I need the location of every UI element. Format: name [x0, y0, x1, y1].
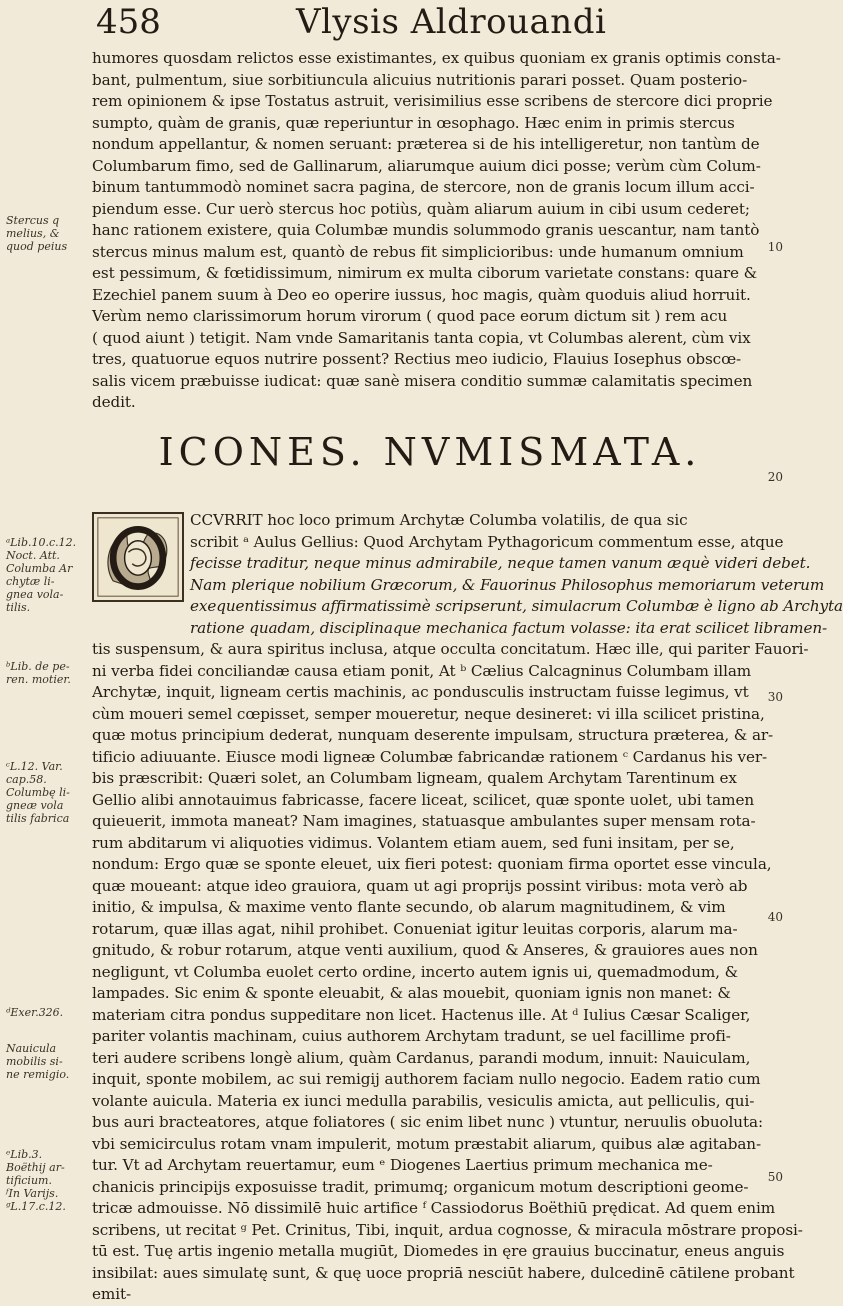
- text-line: dedit.: [92, 393, 136, 411]
- text-line: binum tantummodò nominet sacra pagina, de stercore, non de granis locum illum acci-: [92, 178, 755, 196]
- text-line: negligunt, vt Columba euolet certo ordine, incerto autem ignis ui, quemadmodum, &: [92, 962, 739, 981]
- margin-note-line: ᶠIn Varijs.: [6, 1187, 59, 1200]
- margin-note-line: tilis fabrica: [6, 812, 70, 825]
- margin-note-diogenes: [6, 1148, 88, 1213]
- text-line: ratione quadam, disciplinaque mechanica factum volasse: ita erat scilicet libramen-: [190, 618, 828, 637]
- line-number: 50: [767, 1170, 783, 1184]
- text-line: rotarum, quæ illas agat, nihil prohibet. Conueniat igitur leuitas corporis, alarum ma-: [92, 919, 738, 938]
- text-line: CCVRRIT hoc loco primum Archytæ Columba volatilis, de qua sic: [190, 511, 688, 529]
- line-number: 40: [767, 910, 783, 924]
- text-line: tres, quatuorue equos nutrire possent? Rectius meo iudicio, Flauius Iosephus obscœ-: [92, 350, 742, 368]
- text-line: tis suspensum, & aura spiritus inclusa, atque occulta concitatum. Hæc ille, qui pariter Fauori-: [92, 640, 809, 658]
- margin-note-line: ᵉLib.3.: [6, 1148, 43, 1161]
- margin-note-line: Boëthij ar-: [6, 1161, 65, 1174]
- margin-note-line: ᵇLib. de pe-: [6, 660, 70, 673]
- text-line: tur. Vt ad Archytam reuertamur, eum ᵉ Diogenes Laertius primum mechanica me-: [92, 1156, 713, 1174]
- text-line: est pessimum, & fœtidissimum, nimirum ex multa ciborum varietate constans: quare &: [92, 264, 758, 282]
- text-line: Ezechiel panem suum à Deo eo operire iussus, hoc magis, quàm quoduis aliud horruit.: [92, 285, 751, 304]
- margin-note-line: Columba Ar: [6, 562, 73, 575]
- text-line: chanicis principijs exposuisse tradit, primumq; organicum motum descriptioni geome-: [92, 1177, 749, 1196]
- text-line: nondum: Ergo quæ se sponte eleuet, uix fieri potest: quoniam firma oportet esse vincula,: [92, 855, 772, 873]
- text-line: teri audere scribens longè alium, quàm Cardanus, parandi modum, innuit: Nauiculam,: [92, 1048, 751, 1067]
- text-line: Gellio alibi annotauimus fabricasse, facere liceat, scilicet, quæ sponte uolet, ubi tamen: [92, 790, 755, 809]
- margin-note-line: ᶜL.12. Var.: [6, 760, 63, 773]
- running-head: Vlysis Aldrouandi: [296, 2, 607, 42]
- margin-note-nauicula: [6, 1042, 88, 1081]
- margin-note-line: ne remigio.: [6, 1068, 70, 1081]
- text-line: Nam plerique nobilium Græcorum, & Fauorinus Philosophus memoriarum veterum: [190, 575, 825, 594]
- text-line: salis vicem præbuisse iudicat: quæ sanè misera conditio summæ calamitatis specimen: [92, 371, 753, 390]
- text-line: vbi semicirculus rotam vnam impulerit, motum præstabit aliarum, quibus alæ agitaban-: [92, 1134, 762, 1153]
- text-line: sumpto, quàm de granis, quæ reperiuntur in œsophago. Hæc enim in primis stercus: [92, 113, 735, 132]
- text-line: materiam citra pondus suppeditare non licet. Hactenus ille. At ᵈ Iulius Cæsar Scaliger,: [92, 1005, 751, 1024]
- text-line: scribens, ut recitat ᵍ Pet. Crinitus, Tibi, inquit, ardua cognosse, & miracula mōstrare proposi-: [92, 1220, 803, 1239]
- text-line: hanc rationem existere, quia Columbæ mundis solummodo granis uescantur, nam tantò: [92, 221, 760, 239]
- text-line: bus auri bracteatores, atque foliatores ( sic enim libet nunc ) vtuntur, neruulis obuoluta:: [92, 1113, 763, 1131]
- text-line: tū est. Tuę artis ingenio metalla mugiūt, Diomedes in ęre grauius buccinatur, eneus anguis: [92, 1242, 785, 1260]
- line-number: 10: [767, 240, 783, 254]
- margin-note-line: tificium.: [6, 1174, 52, 1187]
- margin-note-line: Stercus q: [6, 214, 60, 227]
- margin-note-line: chytæ li-: [6, 575, 55, 588]
- text-line: Verùm nemo clarissimorum horum virorum ( quod pace eorum dictum sit ) rem acu: [92, 307, 728, 325]
- text-line: quæ moueant: atque ideo grauiora, quam ut agi proprijs possint viribus: mota verò ab: [92, 876, 748, 895]
- text-line: quæ motus principium dederat, nunquam deserente impulsam, structura præterea, & ar-: [92, 726, 774, 744]
- text-line: ni verba fidei conciliandæ causa etiam ponit, At ᵇ Cælius Calcagninus Columbam illam: [92, 661, 752, 680]
- text-line: inquit, sponte mobilem, ac sui remigij authorem faciam nullo negocio. Eadem ratio cum: [92, 1070, 761, 1088]
- margin-note-line: Nauicula: [6, 1042, 57, 1055]
- text-line: initio, & impulsa, & maxime vento flante secundo, ob alarum magnitudinem, & vim: [92, 898, 726, 916]
- margin-note-line: Columbę li-: [6, 786, 70, 799]
- text-line: humores quosdam relictos esse existimantes, ex quibus quoniam ex granis optimis consta-: [92, 49, 781, 67]
- section-title: ICONES. NVMISMATA.: [158, 430, 702, 474]
- text-line: Columbarum fimo, sed de Gallinarum, aliarumque auium dici posse; verùm cùm Colum-: [92, 156, 761, 175]
- margin-note-line: gnea vola-: [6, 588, 64, 601]
- text-line: rum abditarum vi aliquoties vidimus. Volantem etiam auem, sed funi insitam, per se,: [92, 833, 735, 852]
- margin-note-line: Noct. Att.: [6, 549, 60, 562]
- text-line: stercus minus malum est, quantò de rebus fit simplicioribus: unde humanum omnium: [92, 242, 744, 261]
- text-line: fecisse traditur, neque minus admirabile, neque tamen vanum æquè videri debet.: [190, 554, 811, 572]
- text-line: ( quod aiunt ) tetigit. Nam vnde Samaritanis tanta copia, vt Columbas alerent, cùm vix: [92, 328, 751, 347]
- text-line: exequentissimus affirmatissimè scripserunt, simulacrum Columbæ è ligno ab Archyta: [190, 597, 843, 615]
- text-line: Archytæ, inquit, ligneam certis machinis, ac pondusculis instructam fuisse legimus, vt: [92, 683, 749, 701]
- margin-note-line: gneæ vola: [6, 799, 64, 812]
- text-line: quieuerit, immota maneat? Nam imagines, statuasque ambulantes super mensam rota-: [92, 812, 756, 830]
- margin-note-scaliger: [6, 1006, 88, 1019]
- margin-note-line: ᵈExer.326.: [6, 1006, 64, 1019]
- page-header: [96, 2, 776, 48]
- margin-note-line: melius, &: [6, 227, 60, 240]
- text-line: scribit ᵃ Aulus Gellius: Quod Archytam Pythagoricum commentum esse, atque: [190, 532, 784, 551]
- margin-note-stercus: [6, 214, 88, 253]
- text-line: emit-: [92, 1285, 131, 1303]
- line-number: 30: [767, 690, 783, 704]
- line-number: 20: [767, 470, 783, 484]
- margin-note-line: ᵍL.17.c.12.: [6, 1200, 66, 1213]
- text-line: tricæ admouisse. Nō dissimilē huic artifice ᶠ Cassiodorus Boëthiū prędicat. Ad quem enim: [92, 1199, 776, 1217]
- text-line: pariter volantis machinam, cuius authorem Archytam tradunt, se uel facillime profi-: [92, 1027, 731, 1045]
- text-line: volante auicula. Materia ex iunci medulla parabilis, vesiculis amicta, aut pelliculis, qui-: [92, 1091, 755, 1110]
- margin-note-line: ᵃLib.10.c.12.: [6, 536, 77, 549]
- margin-note-line: tilis.: [6, 601, 31, 614]
- text-line: bant, pulmentum, siue sorbitiuncula alicuius nutritionis parari posset. Quam posterio-: [92, 70, 748, 89]
- text-line: tificio adiuuante. Eiusce modi ligneæ Columbæ fabricandæ rationem ᶜ Cardanus his ver-: [92, 747, 768, 766]
- margin-note-line: mobilis si-: [6, 1055, 63, 1068]
- margin-note-line: quod peius: [6, 240, 68, 253]
- page-number: 458: [96, 2, 161, 42]
- text-line: cùm moueri semel cœpisset, semper moueretur, neque desineret: vi illa scilicet pristina,: [92, 704, 765, 723]
- margin-note-line: cap.58.: [6, 773, 47, 786]
- text-line: piendum esse. Cur uerò stercus hoc potiùs, quàm aliarum auium in cibi usum cederet;: [92, 199, 750, 218]
- text-line: gnitudo, & robur rotarum, atque venti auxilium, quod & Anseres, & grauiores aues non: [92, 941, 758, 959]
- margin-note-calcagninus: [6, 660, 88, 686]
- text-line: insibilat: aues simulatę sunt, & quę uoce propriā nesciūt habere, dulcedinē cātilene probant: [92, 1263, 795, 1282]
- text-line: rem opinionem & ipse Tostatus astruit, verisimilius esse scribens de stercore dici proprie: [92, 92, 773, 110]
- margin-note-line: ren. motier.: [6, 673, 71, 686]
- text-line: lampades. Sic enim & sponte eleuabit, & alas mouebit, quoniam ignis non manet: &: [92, 984, 731, 1002]
- text-line: bis præscribit: Quæri solet, an Columbam ligneam, qualem Archytam Tarentinum ex: [92, 769, 737, 787]
- margin-note-gellius: [6, 536, 88, 614]
- margin-note-cardanus: [6, 760, 88, 825]
- text-line: nondum appellantur, & nomen seruant: præterea si de his intelligeretur, non tantùm de: [92, 135, 760, 153]
